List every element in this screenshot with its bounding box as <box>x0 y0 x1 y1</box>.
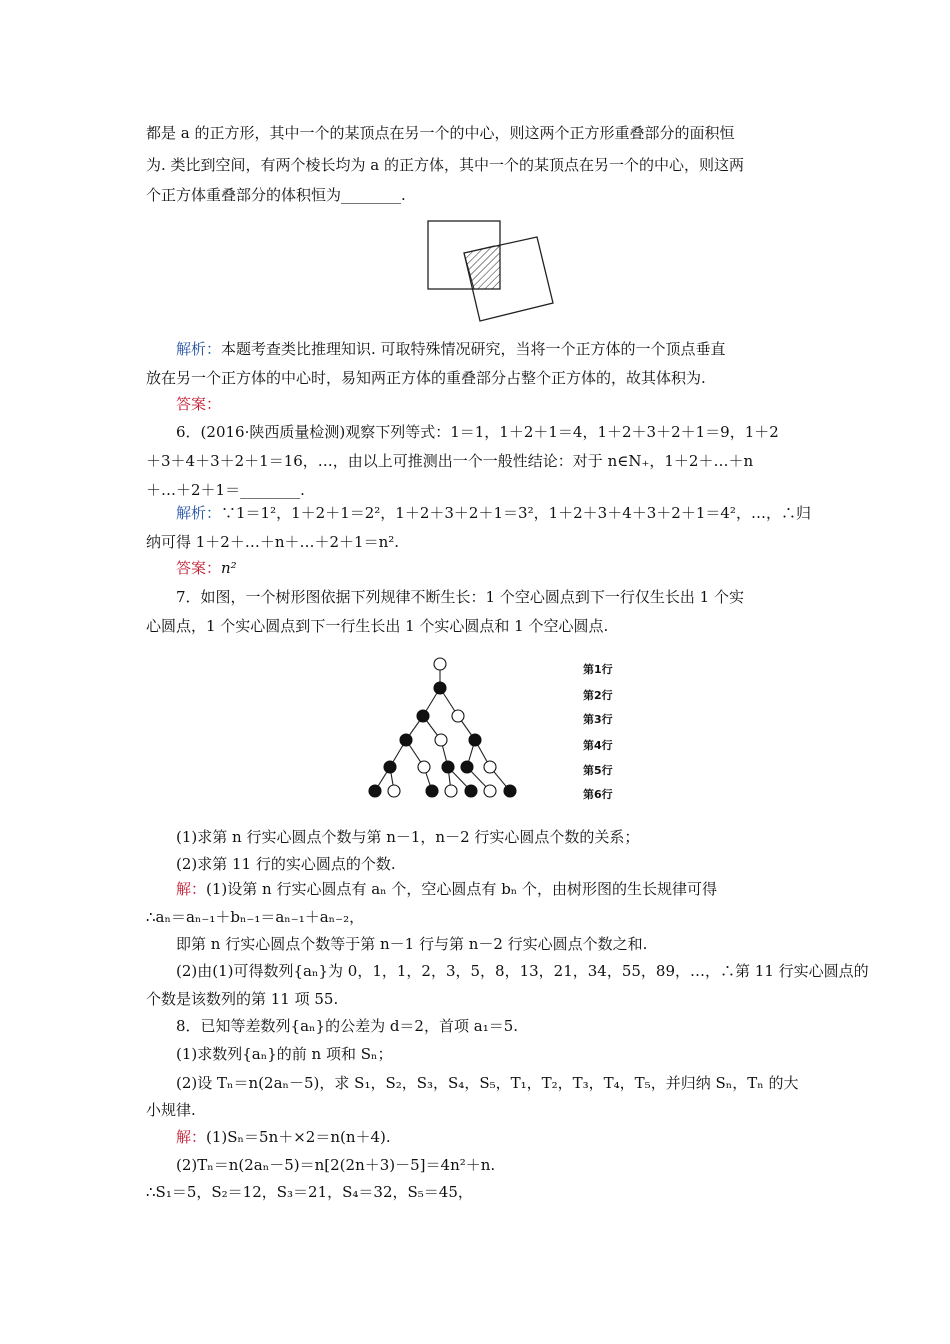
p5-analysis-line-2: 放在另一个正方体的中心时，易知两正方体的重叠部分占整个正方体的，故其体积为. <box>146 369 706 387</box>
answer-label: 答案： <box>176 559 222 577</box>
hollow-dot <box>388 785 400 797</box>
p7-text-line-1: 7．如图，一个树形图依据下列规律不断生长：1 个空心圆点到下一行仅生长出 1 个实 <box>176 588 744 606</box>
solid-dot <box>469 734 481 746</box>
row-label-6: 第6行 <box>583 788 613 801</box>
p8-text-line-1: 8．已知等差数列{aₙ}的公差为 d＝2，首项 a₁＝5. <box>176 1017 519 1035</box>
p7-solution-line-2: ∴aₙ＝aₙ₋₁＋bₙ₋₁＝aₙ₋₁＋aₙ₋₂， <box>146 908 365 926</box>
hollow-dot <box>435 734 447 746</box>
p5-text-line-3: 个正方体重叠部分的体积恒为________. <box>146 186 406 204</box>
tree-diagram <box>360 652 530 802</box>
p6-answer-line <box>176 558 237 578</box>
row-label-2: 第2行 <box>583 689 613 702</box>
p7-solution-line-1: 解：(1)设第 n 行实心圆点有 aₙ 个，空心圆点有 bₙ 个，由树形图的生长规律可得 <box>176 880 718 898</box>
p6-analysis-line-1: 解析：∵1＝1²，1＋2＋1＝2²，1＋2＋3＋2＋1＝3²，1＋2＋3＋4＋3＋2＋1＝4²，…，∴归 <box>176 504 811 522</box>
p7-question-1: (1)求第 n 行实心圆点个数与第 n－1，n－2 行实心圆点个数的关系； <box>176 828 640 846</box>
solid-dot <box>417 710 429 722</box>
p7-question-2: (2)求第 11 行的实心圆点的个数. <box>176 855 396 873</box>
solid-dot <box>461 761 473 773</box>
row-label-3: 第3行 <box>583 713 613 726</box>
p5-text-line-2: 为. 类比到空间，有两个棱长均为 a 的正方体，其中一个的某顶点在另一个的中心，则这两 <box>146 156 745 174</box>
p8-question-1: (1)求数列{aₙ}的前 n 项和 Sₙ； <box>176 1045 393 1063</box>
overlapping-squares-figure <box>420 212 560 322</box>
p8-solution-line-2: (2)Tₙ＝n(2aₙ－5)＝n[2(2n＋3)－5]＝4n²＋n. <box>176 1156 496 1174</box>
p8-question-2a: (2)设 Tₙ＝n(2aₙ－5)，求 S₁，S₂，S₃，S₄，S₅，T₁，T₂，T₃，T₄，T₅，并归纳 Sₙ，Tₙ 的大 <box>176 1074 799 1092</box>
solid-dot <box>504 785 516 797</box>
analysis-label: 解析： <box>176 340 222 358</box>
hollow-dot <box>452 710 464 722</box>
p6-analysis-line-2: 纳可得 1＋2＋…＋n＋…＋2＋1＝n². <box>146 533 400 551</box>
hollow-dot <box>434 658 446 670</box>
row-label-1: 第1行 <box>583 663 613 676</box>
p6-text-line-1: 6．(2016·陕西质量检测)观察下列等式：1＝1，1＋2＋1＝4，1＋2＋3＋2＋1＝9，1＋2 <box>176 423 779 441</box>
solution-label: 解： <box>176 1128 207 1146</box>
solid-dot <box>442 761 454 773</box>
row-label-4: 第4行 <box>583 739 613 752</box>
p7-text-line-2: 心圆点，1 个实心圆点到下一行生长出 1 个实心圆点和 1 个空心圆点. <box>146 617 609 635</box>
p8-solution-line-1: 解：(1)Sₙ＝5n＋×2＝n(n＋4). <box>176 1128 391 1146</box>
p7-solution-line-5: 个数是该数列的第 11 项 55. <box>146 990 339 1008</box>
p5-text-line-1: 都是 a 的正方形，其中一个的某顶点在另一个的中心，则这两个正方形重叠部分的面积恒 <box>146 124 735 142</box>
p7-solution-line-4: (2)由(1)可得数列{aₙ}为 0，1，1，2，3，5，8，13，21，34，55，89，…，∴第 11 行实心圆点的 <box>176 962 869 980</box>
p5-analysis-line-1: 解析：本题考查类比推理知识. 可取特殊情况研究，当将一个正方体的一个顶点垂直 <box>176 340 726 358</box>
answer-value: n² <box>221 559 237 577</box>
solid-dot <box>384 761 396 773</box>
p6-text-line-3: ＋…＋2＋1＝________. <box>146 481 305 499</box>
solid-dot <box>465 785 477 797</box>
hollow-dot <box>418 761 430 773</box>
solid-dot <box>434 682 446 694</box>
analysis-label: 解析： <box>176 504 222 522</box>
solution-label: 解： <box>176 880 207 898</box>
p8-solution-line-3: ∴S₁＝5，S₂＝12，S₃＝21，S₄＝32，S₅＝45， <box>146 1183 473 1201</box>
solid-dot <box>369 785 381 797</box>
p8-question-2b: 小规律. <box>146 1101 196 1119</box>
p6-text-line-2: ＋3＋4＋3＋2＋1＝16，…，由以上可推测出一个一般性结论：对于 n∈N₊，1＋2＋…＋n <box>146 452 754 470</box>
p5-answer-label: 答案： <box>176 395 222 413</box>
hollow-dot <box>484 761 496 773</box>
row-label-5: 第5行 <box>583 764 613 777</box>
hollow-dot <box>484 785 496 797</box>
hollow-dot <box>445 785 457 797</box>
solid-dot <box>400 734 412 746</box>
p7-solution-line-3: 即第 n 行实心圆点个数等于第 n－1 行与第 n－2 行实心圆点个数之和. <box>176 935 648 953</box>
solid-dot <box>426 785 438 797</box>
